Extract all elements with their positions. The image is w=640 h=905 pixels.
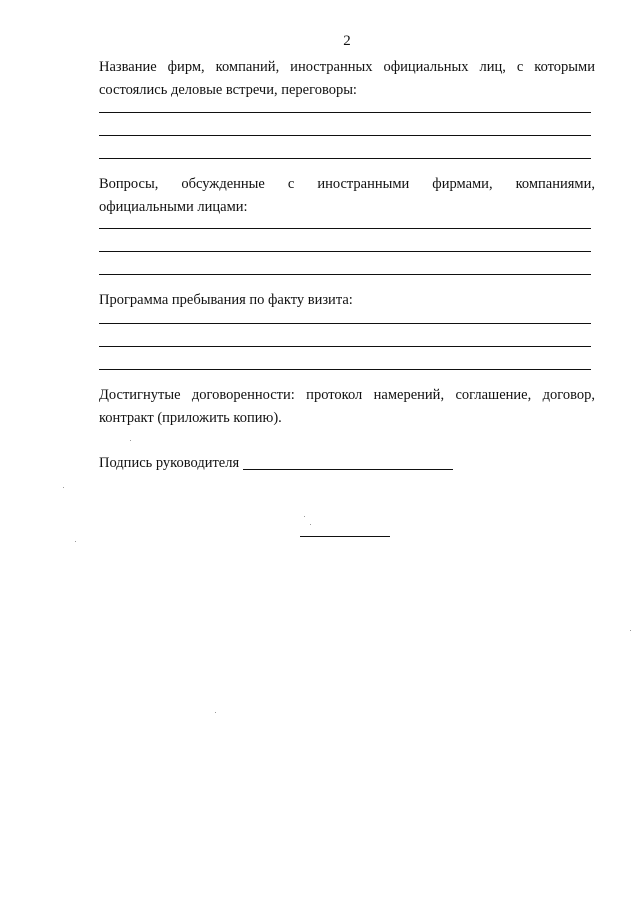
fill-line[interactable] (99, 323, 591, 324)
fill-line[interactable] (99, 158, 591, 159)
end-of-document-line (300, 536, 390, 537)
signature-row (99, 452, 595, 475)
section-agreements-text-line1: Достигнутые договоренности: протокол намерений, соглашение, договор, (99, 387, 595, 403)
scan-speck (304, 516, 305, 517)
fill-line[interactable] (99, 369, 591, 370)
scan-speck (630, 630, 631, 631)
form-content (99, 56, 595, 475)
fill-line[interactable] (99, 135, 591, 136)
fill-line[interactable] (99, 251, 591, 252)
signature-line[interactable] (243, 469, 453, 470)
fill-line[interactable] (99, 112, 591, 113)
section-agreements (99, 384, 595, 430)
section-companies-fill-lines (99, 112, 595, 159)
section-companies-text-line2: состоялись деловые встречи, переговоры: (99, 82, 357, 98)
section-companies (99, 56, 595, 102)
section-program (99, 289, 595, 312)
scan-speck (215, 712, 216, 713)
fill-line[interactable] (99, 274, 591, 275)
scan-speck (310, 524, 311, 525)
section-questions-text-line1: Вопросы, обсужденные с иностранными фирмами, компаниями, (99, 176, 595, 192)
scan-speck (63, 487, 64, 488)
section-companies-text-line1: Название фирм, компаний, иностранных официальных лиц, с которыми (99, 59, 595, 75)
signature-label: Подпись руководителя (99, 455, 240, 471)
page-number: 2 (343, 33, 351, 49)
section-questions-text-line2: официальными лицами: (99, 199, 248, 215)
scan-speck (75, 541, 76, 542)
scan-speck (130, 440, 131, 441)
fill-line[interactable] (99, 346, 591, 347)
section-program-fill-lines (99, 323, 595, 370)
section-questions (99, 173, 595, 219)
section-agreements-text-line2: контракт (приложить копию). (99, 410, 282, 426)
section-program-text: Программа пребывания по факту визита: (99, 292, 353, 308)
fill-line[interactable] (99, 228, 591, 229)
section-questions-fill-lines (99, 228, 595, 275)
